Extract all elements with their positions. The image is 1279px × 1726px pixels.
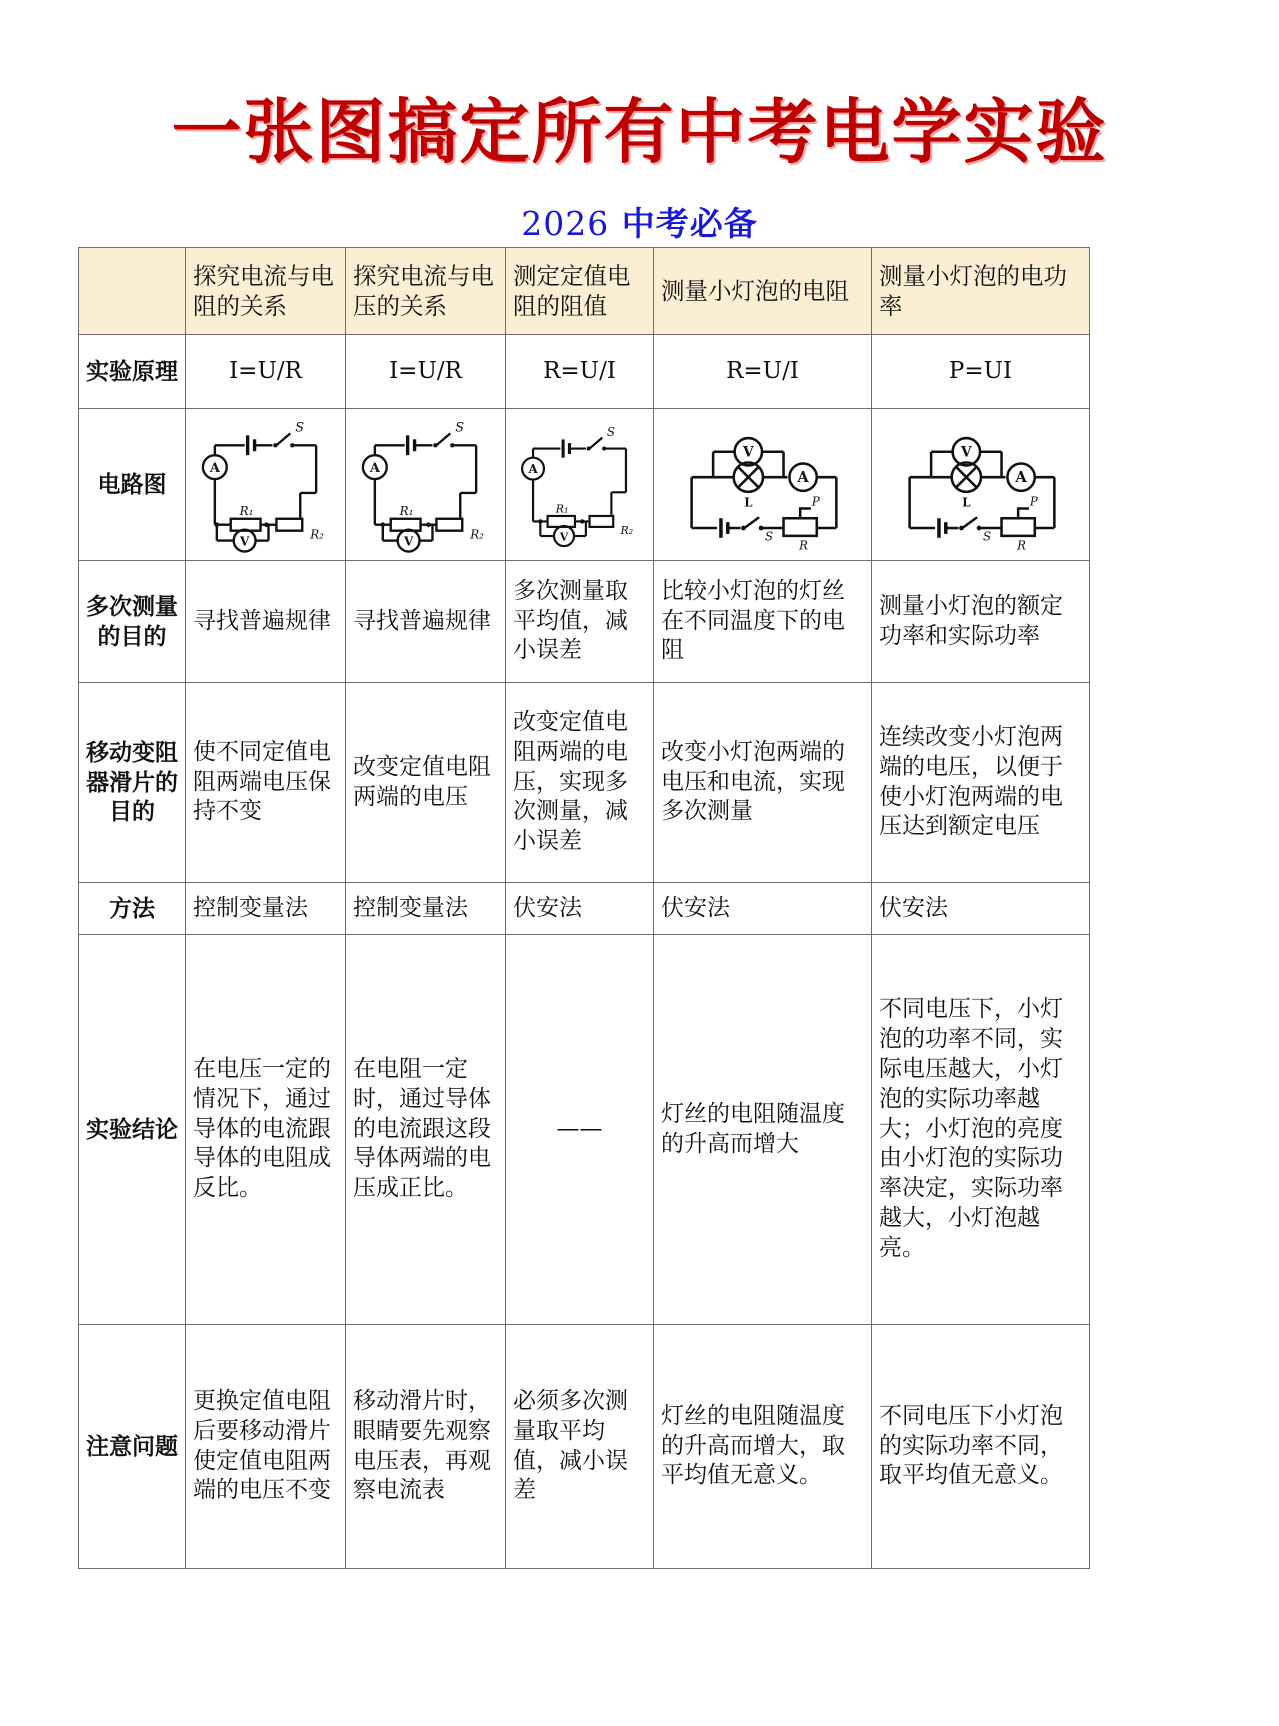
cell-notes-3: 必须多次测量取平均值，减小误差: [506, 1325, 654, 1569]
cell-circuit-5: [872, 409, 1090, 561]
table-row-multiple-measure-purpose: [79, 561, 1090, 683]
cell-principle-1: I=U/R: [186, 335, 346, 409]
cell-purpose-4: 比较小灯泡的灯丝在不同温度下的电阻: [654, 561, 872, 683]
cell-circuit-2: [346, 409, 506, 561]
circuit-diagram-lamp-voltmeter-ammeter-1: [661, 415, 864, 555]
page-title: 一张图搞定所有中考电学实验: [171, 91, 1108, 173]
column-header-lamp-power: 测量小灯泡的电功率: [872, 248, 1090, 335]
column-header-current-voltage: 探究电流与电压的关系: [346, 248, 506, 335]
cell-slider-3: 改变定值电阻两端的电压，实现多次测量，减小误差: [506, 683, 654, 883]
column-header-lamp-resistance: 测量小灯泡的电阻: [654, 248, 872, 335]
row-label-multiple-measure-purpose: 多次测量的目的: [79, 561, 186, 683]
cell-slider-4: 改变小灯泡两端的电压和电流，实现多次测量: [654, 683, 872, 883]
svg-text:R₁: R₁: [239, 503, 254, 518]
column-header-current-resistance: 探究电流与电阻的关系: [186, 248, 346, 335]
cell-slider-5: 连续改变小灯泡两端的电压，以便于使小灯泡两端的电压达到额定电压: [872, 683, 1090, 883]
svg-text:R₁: R₁: [555, 501, 569, 515]
cell-notes-2: 移动滑片时，眼睛要先观察电压表，再观察电流表: [346, 1325, 506, 1569]
cell-method-3: 伏安法: [506, 883, 654, 935]
svg-circuit-series-voltmeter-3: [513, 415, 646, 555]
cell-method-4: 伏安法: [654, 883, 872, 935]
cell-slider-2: 改变定值电阻两端的电压: [346, 683, 506, 883]
svg-text:A: A: [1014, 468, 1027, 486]
svg-text:S: S: [295, 419, 305, 435]
table-row-conclusion: [79, 935, 1090, 1325]
svg-text:R₂: R₂: [310, 527, 324, 542]
svg-text:V: V: [403, 534, 414, 549]
cell-circuit-4: [654, 409, 872, 561]
cell-principle-5: P=UI: [872, 335, 1090, 409]
svg-text:V: V: [240, 534, 250, 549]
table-row-circuit-diagram: [79, 409, 1090, 561]
table-row-principle: [79, 335, 1090, 409]
table-header-row: [79, 248, 1090, 335]
cell-conclusion-1: 在电压一定的情况下，通过导体的电流跟导体的电阻成反比。: [186, 935, 346, 1325]
svg-text:R: R: [798, 538, 808, 553]
cell-slider-1: 使不同定值电阻两端电压保持不变: [186, 683, 346, 883]
row-label-principle: 实验原理: [79, 335, 186, 409]
cell-principle-2: I=U/R: [346, 335, 506, 409]
experiments-table-wrapper: [78, 247, 1089, 1569]
cell-circuit-3: [506, 409, 654, 561]
cell-method-5: 伏安法: [872, 883, 1090, 935]
subtitle-text: 中考必备: [621, 204, 758, 243]
svg-circuit-lamp-2: [892, 415, 1070, 555]
table-corner-cell: [79, 248, 186, 335]
cell-method-1: 控制变量法: [186, 883, 346, 935]
svg-circuit-series-voltmeter-1: [193, 415, 338, 555]
circuit-diagram-lamp-voltmeter-ammeter-2: [879, 415, 1082, 555]
cell-notes-1: 更换定值电阻后要移动滑片使定值电阻两端的电压不变: [186, 1325, 346, 1569]
table-row-slider-purpose: [79, 683, 1090, 883]
cell-conclusion-3: ——: [506, 935, 654, 1325]
row-label-notes: 注意问题: [79, 1325, 186, 1569]
svg-text:A: A: [528, 461, 538, 476]
cell-purpose-1: 寻找普遍规律: [186, 561, 346, 683]
cell-notes-4: 灯丝的电阻随温度的升高而增大，取平均值无意义。: [654, 1325, 872, 1569]
table-row-notes: [79, 1325, 1090, 1569]
cell-conclusion-4: 灯丝的电阻随温度的升高而增大: [654, 935, 872, 1325]
circuit-diagram-ammeter-resistor-rheostat-2: [353, 415, 498, 555]
svg-text:P: P: [811, 494, 820, 509]
svg-text:A: A: [369, 460, 380, 476]
svg-text:S: S: [764, 529, 773, 544]
cell-conclusion-5: 不同电压下，小灯泡的功率不同，实际电压越大，小灯泡的实际功率越大；小灯泡的亮度由小灯泡的实际功率决定，实际功率越大，小灯泡越亮。: [872, 935, 1090, 1325]
cell-purpose-2: 寻找普遍规律: [346, 561, 506, 683]
svg-text:R₂: R₂: [470, 527, 484, 542]
svg-text:R₁: R₁: [399, 503, 414, 518]
svg-text:A: A: [796, 468, 809, 486]
cell-notes-5: 不同电压下小灯泡的实际功率不同，取平均值无意义。: [872, 1325, 1090, 1569]
row-label-conclusion: 实验结论: [79, 935, 186, 1325]
cell-conclusion-2: 在电阻一定时，通过导体的电流跟这段导体两端的电压成正比。: [346, 935, 506, 1325]
row-label-circuit-diagram: 电路图: [79, 409, 186, 561]
cell-circuit-1: [186, 409, 346, 561]
svg-text:R₂: R₂: [620, 523, 634, 537]
table-row-method: [79, 883, 1090, 935]
subtitle-year: 2026: [521, 204, 610, 243]
cell-principle-3: R=U/I: [506, 335, 654, 409]
svg-circuit-lamp-1: [674, 415, 852, 555]
circuit-diagram-ammeter-resistor-rheostat-1: [193, 415, 338, 555]
svg-text:S: S: [455, 419, 465, 435]
circuit-diagram-ammeter-resistor-rheostat-3: [513, 415, 646, 555]
svg-text:V: V: [960, 444, 972, 461]
experiments-table: [78, 247, 1090, 1569]
cell-purpose-3: 多次测量取平均值，减小误差: [506, 561, 654, 683]
svg-circuit-series-voltmeter-2: [353, 415, 498, 555]
svg-text:L: L: [961, 495, 970, 510]
svg-text:R: R: [1016, 538, 1026, 553]
page-subtitle: [0, 198, 1279, 245]
column-header-fixed-resistor: 测定定值电阻的阻值: [506, 248, 654, 335]
cell-principle-4: R=U/I: [654, 335, 872, 409]
svg-text:V: V: [559, 530, 569, 544]
cell-purpose-5: 测量小灯泡的额定功率和实际功率: [872, 561, 1090, 683]
svg-text:V: V: [742, 444, 754, 461]
cell-method-2: 控制变量法: [346, 883, 506, 935]
row-label-method: 方法: [79, 883, 186, 935]
svg-text:A: A: [209, 460, 220, 476]
row-label-slider-purpose: 移动变阻器滑片的目的: [79, 683, 186, 883]
svg-text:L: L: [743, 495, 752, 510]
svg-text:S: S: [982, 529, 991, 544]
svg-text:S: S: [606, 424, 615, 439]
svg-text:P: P: [1029, 494, 1038, 509]
